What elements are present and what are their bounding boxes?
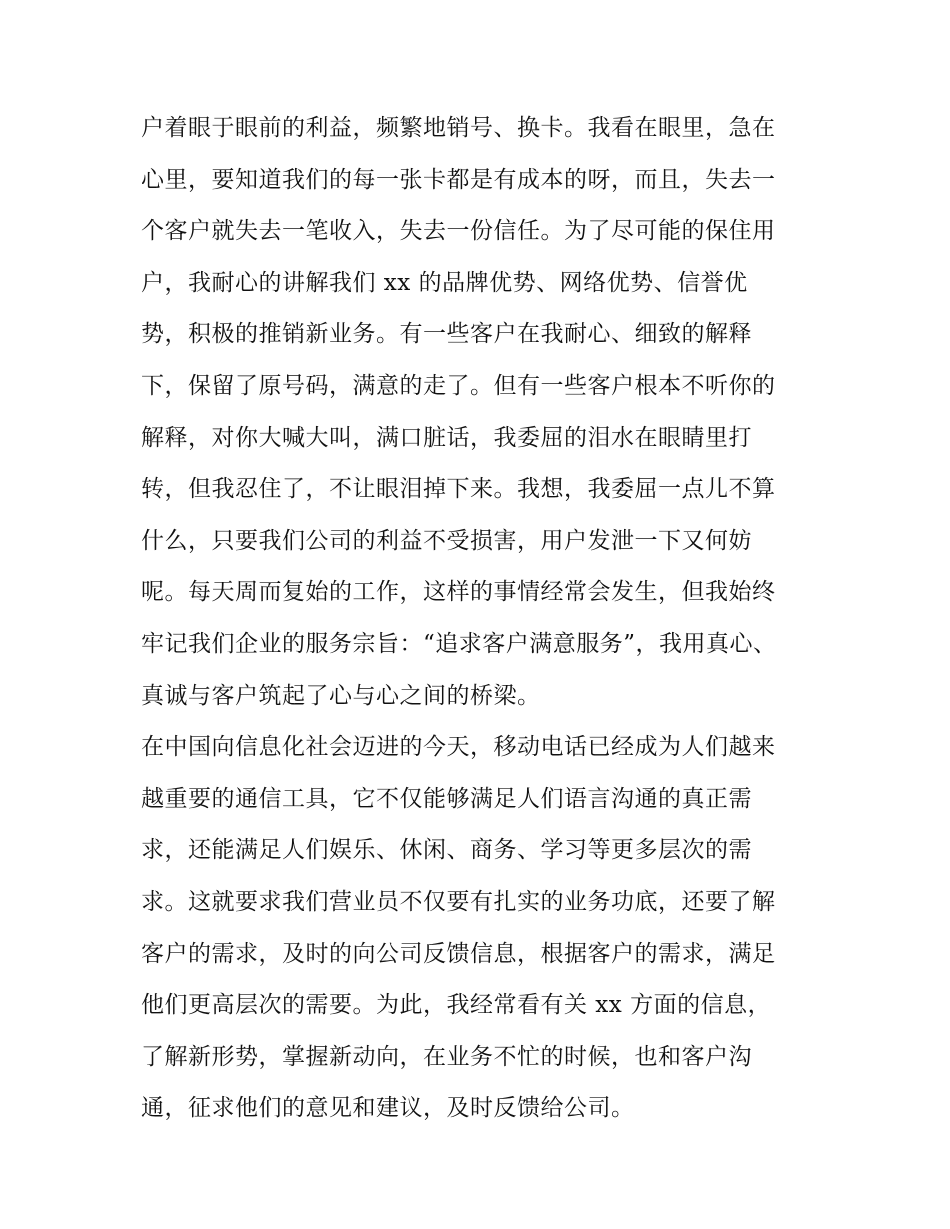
text-line: 通，征求他们的意见和建议，及时反馈给公司。: [141, 1095, 635, 1122]
text-line: 客户的需求，及时的向公司反馈信息，根据客户的需求，满足: [141, 940, 776, 967]
text-line: 心里，要知道我们的每一张卡都是有成本的呀，而且，失去一: [141, 166, 776, 193]
text-line: 户，我耐心的讲解我们 xx 的品牌优势、网络优势、信誉优: [141, 269, 748, 296]
text-line: 下，保留了原号码，满意的走了。但有一些客户根本不听你的: [141, 372, 776, 399]
text-line: 什么，只要我们公司的利益不受损害，用户发泄一下又何妨: [141, 527, 752, 554]
text-line: 解释，对你大喊大叫，满口脏话，我委屈的泪水在眼睛里打: [141, 424, 752, 451]
text-line: 势，积极的推销新业务。有一些客户在我耐心、细致的解释: [141, 321, 752, 348]
text-line: 他们更高层次的需要。为此，我经常看有关 xx 方面的信息，: [141, 992, 772, 1019]
text-line: 越重要的通信工具，它不仅能够满足人们语言沟通的真正需: [141, 785, 752, 812]
text-line: 个客户就失去一笔收入，失去一份信任。为了尽可能的保住用: [141, 218, 776, 245]
text-line: 呢。每天周而复始的工作，这样的事情经常会发生，但我始终: [141, 579, 776, 606]
text-line: 求。这就要求我们营业员不仅要有扎实的业务功底，还要了解: [141, 888, 776, 915]
text-line: 求，还能满足人们娱乐、休闲、商务、学习等更多层次的需: [141, 837, 752, 864]
text-line: 了解新形势，掌握新动向，在业务不忙的时候，也和客户沟: [141, 1043, 752, 1070]
text-line: 在中国向信息化社会迈进的今天，移动电话已经成为人们越来: [141, 734, 776, 761]
body-text: [141, 103, 821, 1135]
text-line: 真诚与客户筑起了心与心之间的桥梁。: [141, 682, 541, 709]
text-line: 牢记我们企业的服务宗旨：“追求客户满意服务”，我用真心、: [141, 630, 777, 657]
text-line: 转，但我忍住了，不让眼泪掉下来。我想，我委屈一点儿不算: [141, 476, 776, 503]
text-line: 户着眼于眼前的利益，频繁地销号、换卡。我看在眼里，急在: [141, 115, 776, 141]
